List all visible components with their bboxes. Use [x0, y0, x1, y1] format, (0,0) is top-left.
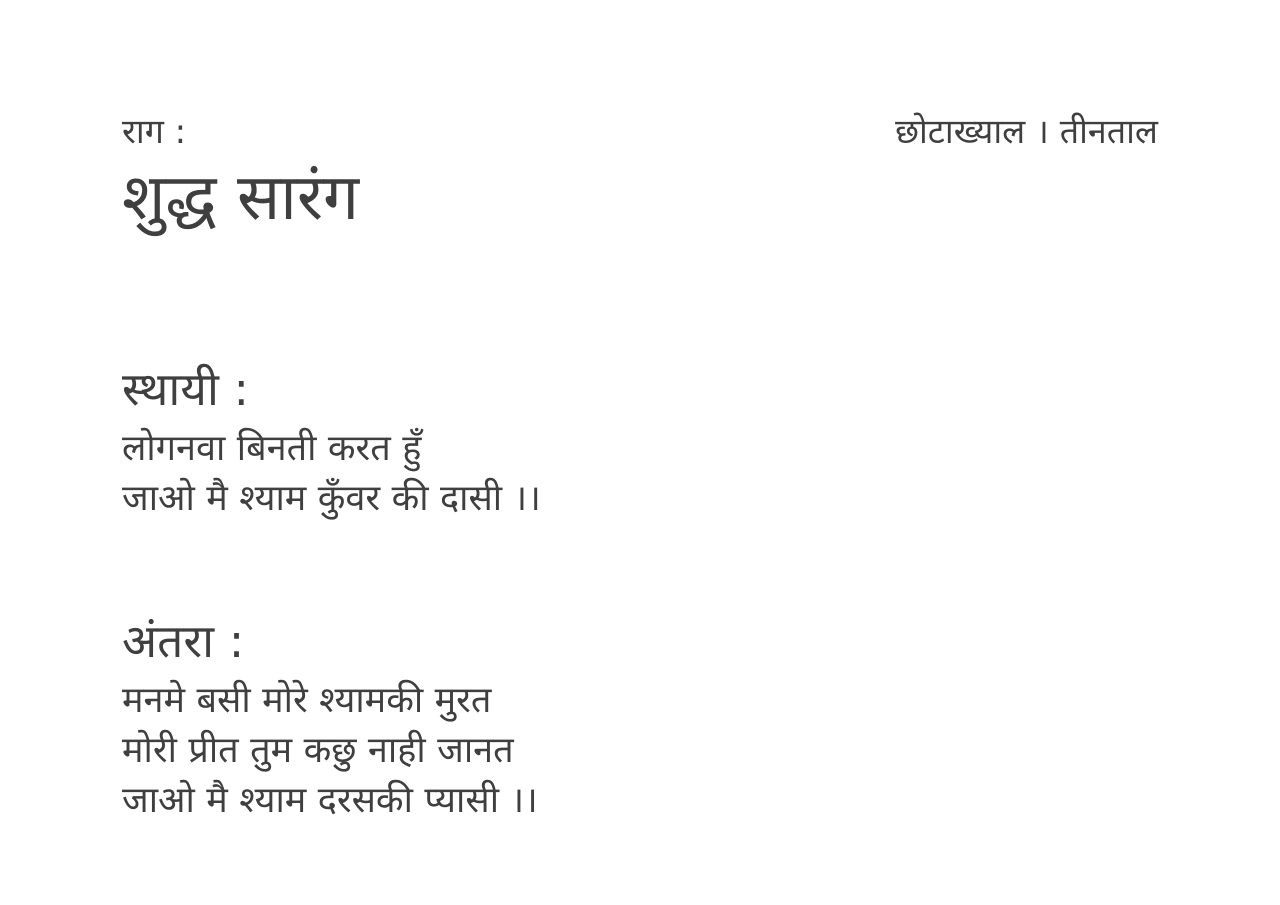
verse-line: मनमे बसी मोरे श्यामकी मुरत	[122, 680, 492, 721]
raga-label: राग :	[122, 112, 187, 152]
verse-line: जाओ मै श्याम कुँवर की दासी ।।	[122, 478, 541, 519]
raga-name: शुद्ध सारंग	[122, 161, 360, 235]
composition-type: छोटाख्याल । तीनताल	[895, 112, 1158, 152]
verse-line: मोरी प्रीत तुम कछु नाही जानत	[122, 730, 514, 771]
sthayi-heading: स्थायी :	[122, 362, 249, 416]
antara-verse	[122, 676, 538, 826]
verse-line: लोगनवा बिनती करत हुँ	[122, 428, 422, 469]
sthayi-verse	[122, 424, 541, 524]
antara-heading: अंतरा :	[122, 614, 245, 668]
verse-line: जाओ मै श्याम दरसकी प्यासी ।।	[122, 780, 538, 821]
